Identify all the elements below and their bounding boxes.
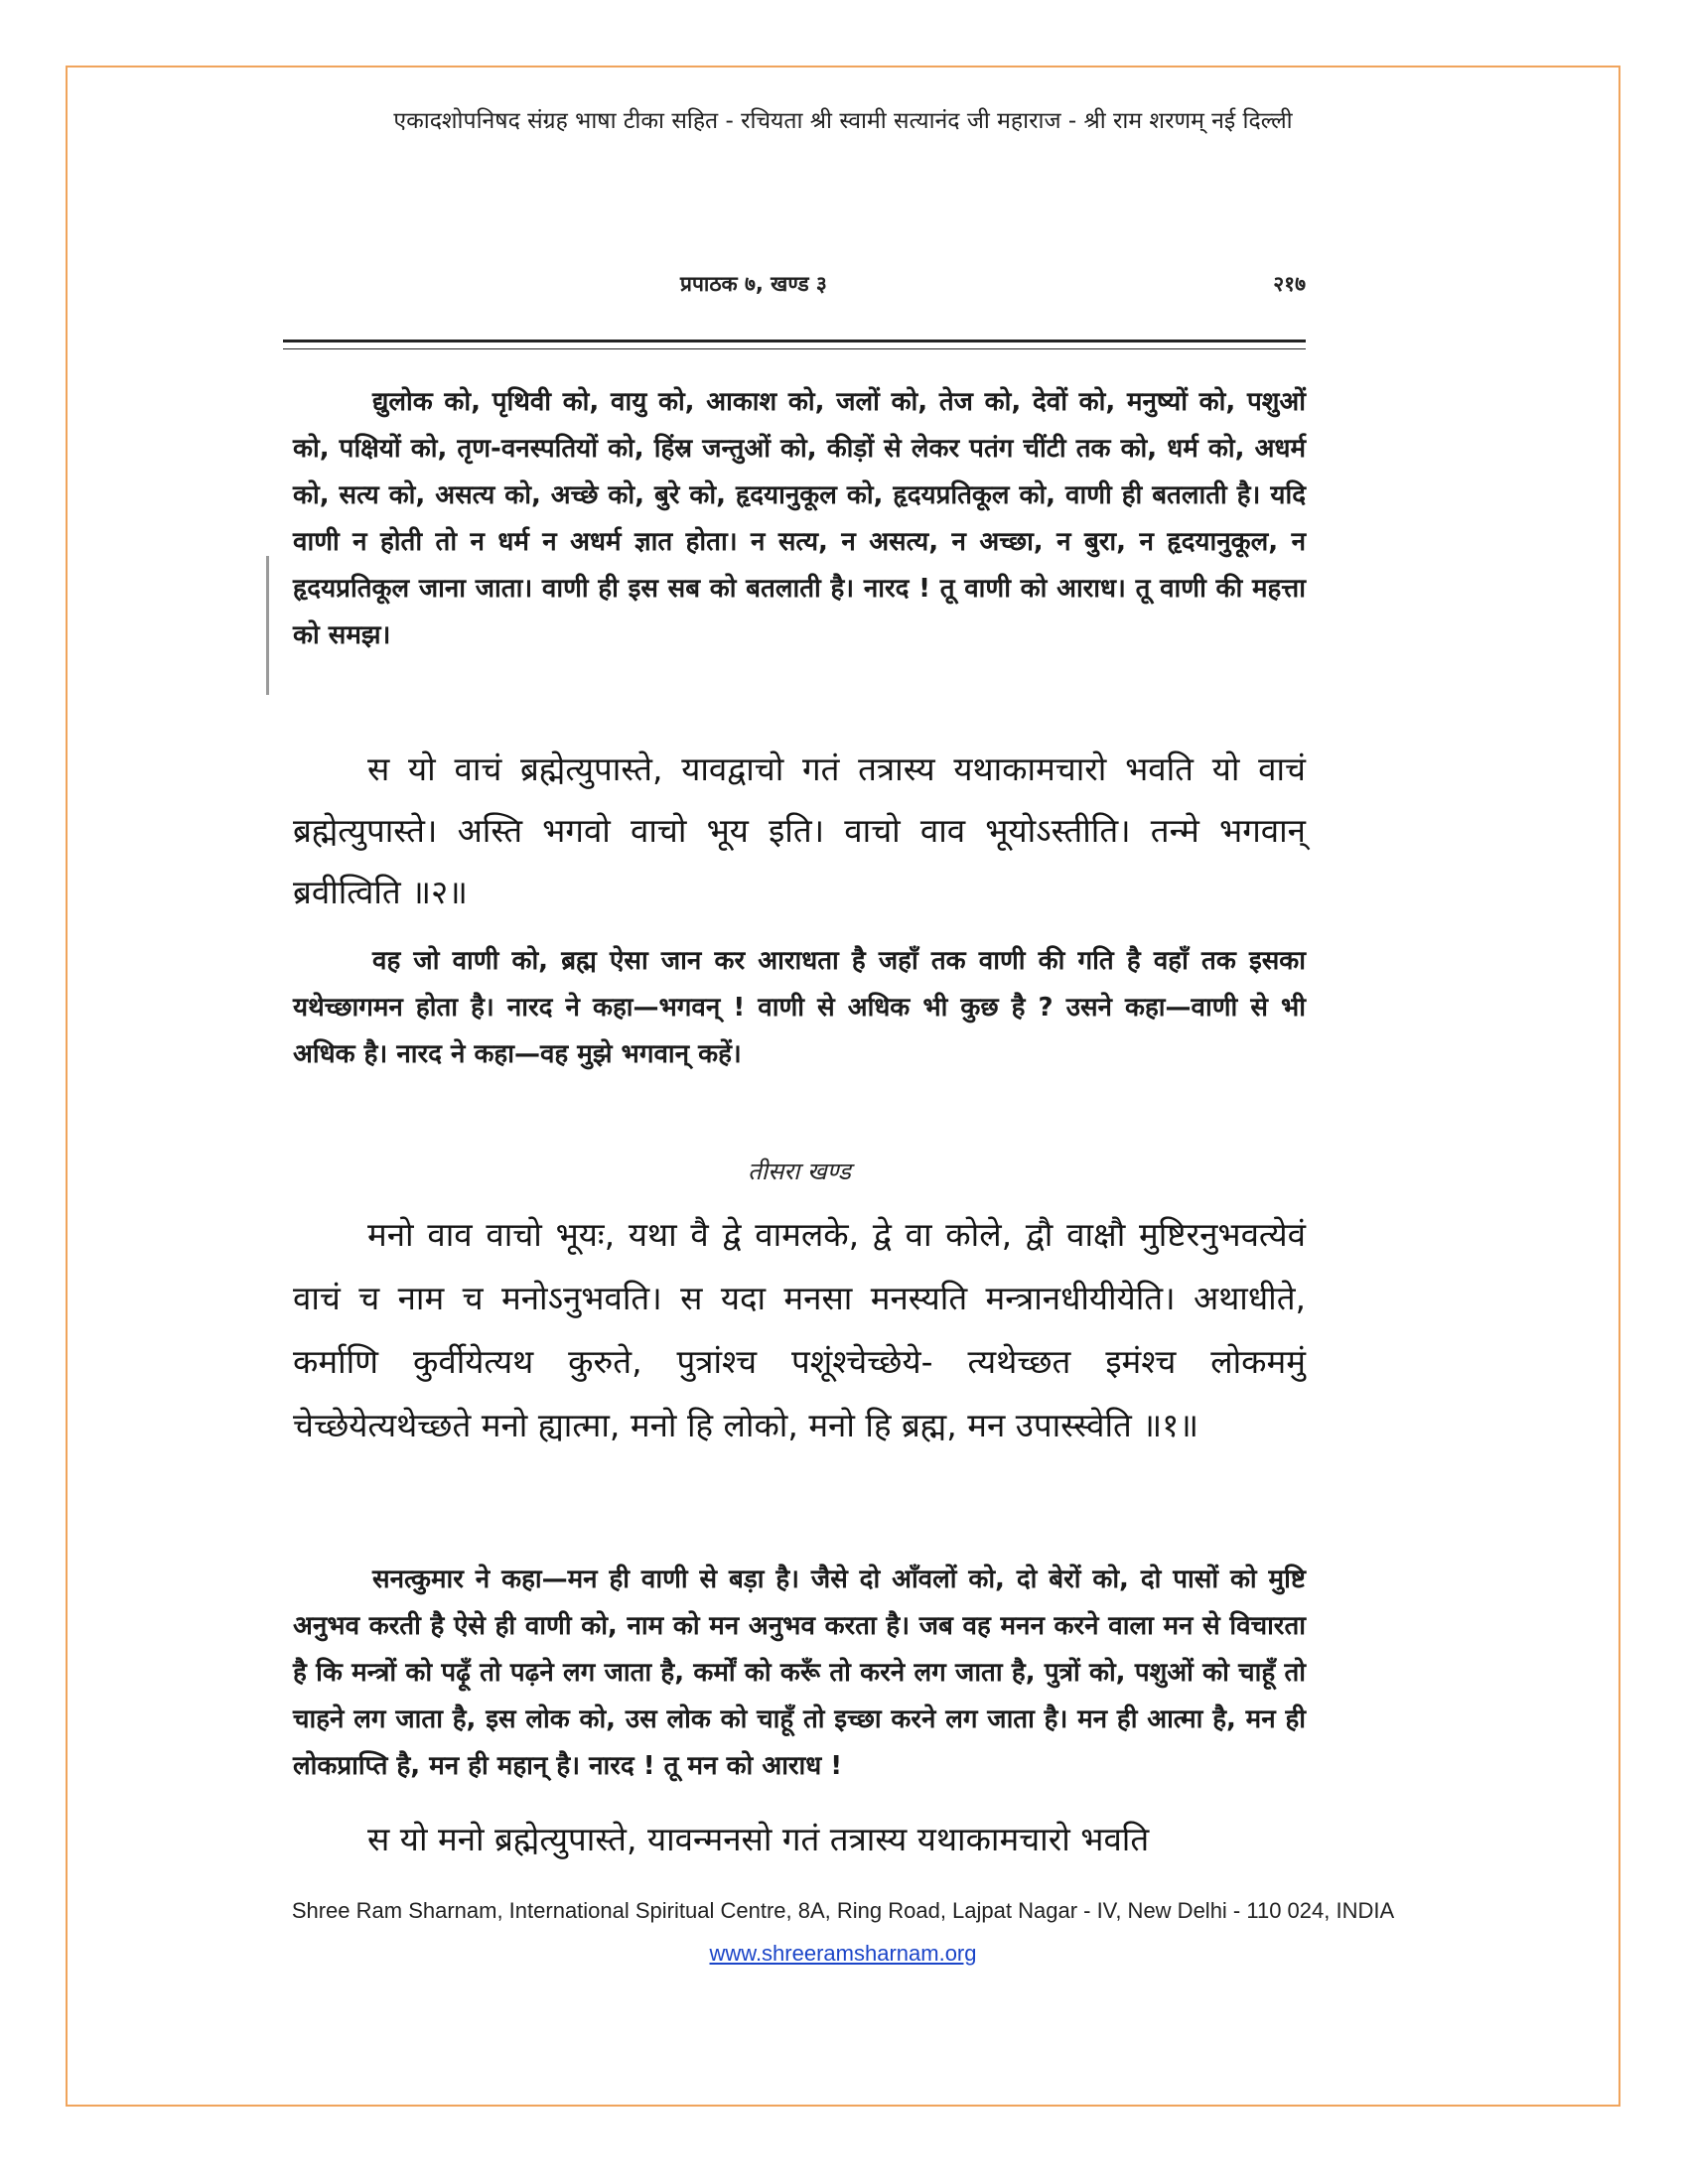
mantra-verse-2: स यो वाचं ब्रह्मेत्युपास्ते, यावद्वाचो गतं तत्रास्य यथाकामचारो भवति यो वाचं ब्रह्मेत्युपास्ते। अस्ति भगवो वाचो भूय इति। वाचो वाव भूयोऽस्तीति। तन्मे भगवान् ब्रवीत्विति ॥२॥ <box>293 750 1306 911</box>
chapter-reference: प्रपाठक ७, खण्ड ३ <box>680 272 827 296</box>
website-link[interactable]: www.shreeramsharnam.org <box>709 1941 977 1966</box>
mantra-verse-next: स यो मनो ब्रह्मेत्युपास्ते, यावन्मनसो गतं तत्रास्य यथाकामचारो भवति <box>367 1820 1150 1858</box>
meaning-paragraph-1: द्युलोक को, पृथिवी को, वायु को, आकाश को, जलों को, तेज को, देवों को, मनुष्यों को, पशुओं को, पक्षियों को, तृण-वनस्पतियों को, हिंस्र जन्तुओं को, कीड़ों से लेकर पतंग चींटी तक को, धर्म को, अधर्म को, सत्य को, असत्य को, अच्छे को, बुरे को, हृदयानुकूल को, हृदयप्रतिकूल को, वाणी ही बतलाती है। यदि वाणी न होती तो न धर्म न अधर्म ज्ञात होता। न सत्य, न असत्य, न अच्छा, न बुरा, न हृदयानुकूल, न हृदयप्रतिकूल जाना जाता। वाणी ही इस सब को बतलाती है। नारद ! तू वाणी को आराध। तू वाणी की महत्ता को समझ। <box>293 387 1306 650</box>
footer-website <box>66 1941 1620 1967</box>
running-head <box>283 266 1306 306</box>
scan-margin-mark <box>266 556 269 695</box>
header-rule-thick <box>283 340 1306 342</box>
page-number: २१७ <box>1273 272 1306 296</box>
meaning-paragraph-2: वह जो वाणी को, ब्रह्म ऐसा जान कर आराधता है जहाँ तक वाणी की गति है वहाँ तक इसका यथेच्छागमन होता है। नारद ने कहा—भगवन् ! वाणी से अधिक भी कुछ है ? उसने कहा—वाणी से भी अधिक है। नारद ने कहा—वह मुझे भगवान् कहें। <box>293 946 1306 1069</box>
meaning-paragraph-3: सनत्कुमार ने कहा—मन ही वाणी से बड़ा है। जैसे दो आँवलों को, दो बेरों को, दो पासों को मुष्टि अनुभव करती है ऐसे ही वाणी को, नाम को मन अनुभव करता है। जब वह मनन करने वाला मन से विचारता है कि मन्त्रों को पढ़ूँ तो पढ़ने लग जाता है, कर्मों को करूँ तो करने लग जाता है, पुत्रों को, पशुओं को चाहूँ तो चाहने लग जाता है, इस लोक को, उस लोक को चाहूँ तो इच्छा करने लग जाता है। मन ही आत्मा है, मन ही लोकप्राप्ति है, मन ही महान् है। नारद ! तू मन को आराध ! <box>293 1565 1306 1781</box>
page-frame <box>66 66 1620 2107</box>
mantra-verse-1: मनो वाव वाचो भूयः, यथा वै द्वे वामलके, द्वे वा कोले, द्वौ वाक्षौ मुष्टिरनुभवत्येवं वाचं च नाम च मनोऽनुभवति। स यदा मनसा मनस्यति मन्त्रानधीयीयेति। अथाधीते, कर्माणि कुर्वीयेत्यथ कुरुते, पुत्रांश्च पशूंश्चेच्छेये- त्यथेच्छत इमंश्च लोकममुं चेच्छेयेत्यथेच्छते मनो ह्यात्मा, मनो हि लोको, मनो हि ब्रह्म, मन उपास्स्वेति ॥१॥ <box>293 1215 1306 1444</box>
header-rule-thin <box>283 348 1306 349</box>
footer-address: Shree Ram Sharnam, International Spiritual Centre, 8A, Ring Road, Lajpat Nagar - IV, New Delhi - 110 024, INDIA <box>291 1898 1395 1923</box>
section-title: तीसरा खण्ड <box>748 1158 851 1185</box>
document-header: एकादशोपनिषद संग्रह भाषा टीका सहित - रचियता श्री स्वामी सत्यानंद जी महाराज - श्री राम शरणम् नई दिल्ली <box>393 108 1293 134</box>
